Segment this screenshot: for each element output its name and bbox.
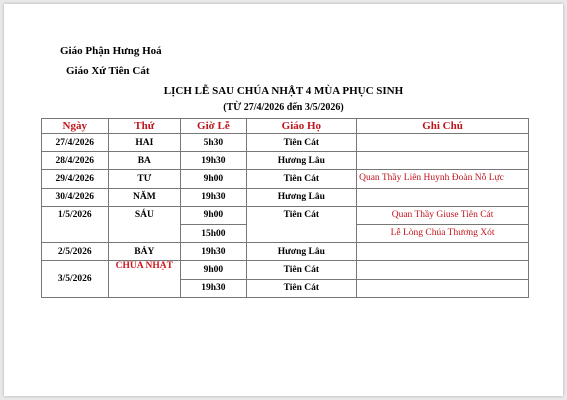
chapel-cell: Tiên Cát	[246, 170, 356, 188]
table-row	[42, 261, 529, 279]
table-header-row	[42, 119, 529, 134]
time-cell: 9h00	[181, 170, 246, 188]
date-cell: 2/5/2026	[42, 243, 109, 261]
chapel-cell: Tiên Cát	[246, 206, 356, 242]
chapel-cell: Hương Lâu	[246, 152, 356, 170]
note-cell	[357, 152, 529, 170]
column-header-notes: Ghi Chú	[357, 119, 529, 134]
date-cell: 3/5/2026	[42, 261, 109, 297]
chapel-cell: Tiên Cát	[246, 261, 356, 279]
weekday-cell: BẢY	[108, 243, 181, 261]
time-cell: 19h30	[181, 188, 246, 206]
column-header-date: Ngày	[42, 119, 109, 134]
chapel-cell: Hương Lâu	[246, 188, 356, 206]
date-cell: 30/4/2026	[42, 188, 109, 206]
table-row	[42, 243, 529, 261]
table-row	[42, 206, 529, 224]
date-cell: 29/4/2026	[42, 170, 109, 188]
weekday-cell: BA	[108, 152, 181, 170]
time-cell: 9h00	[181, 261, 246, 279]
date-cell: 28/4/2026	[42, 152, 109, 170]
column-header-time: Giờ Lễ	[181, 119, 246, 134]
table-row	[42, 188, 529, 206]
time-cell: 5h30	[181, 134, 246, 152]
table-row	[42, 152, 529, 170]
time-cell: 19h30	[181, 152, 246, 170]
table-row	[42, 170, 529, 188]
table-row	[42, 134, 529, 152]
chapel-cell: Hương Lâu	[246, 243, 356, 261]
weekday-cell: CHÚA NHẬT	[108, 261, 181, 297]
note-cell: Quan Thầy Liên Huynh Đoàn Nỗ Lực	[357, 170, 529, 188]
time-cell: 19h30	[181, 279, 246, 297]
note-cell	[357, 188, 529, 206]
weekday-cell: TƯ	[108, 170, 181, 188]
note-cell: Quan Thầy Giuse Tiên Cát	[357, 206, 529, 224]
chapel-cell: Tiên Cát	[246, 134, 356, 152]
weekday-cell: NĂM	[108, 188, 181, 206]
column-header-chapel: Giáo Họ	[246, 119, 356, 134]
note-cell	[357, 243, 529, 261]
column-header-weekday: Thứ	[108, 119, 181, 134]
note-cell	[357, 261, 529, 279]
time-cell: 19h30	[181, 243, 246, 261]
document-page	[4, 4, 563, 396]
time-cell: 9h00	[181, 206, 246, 224]
time-cell: 15h00	[181, 224, 246, 242]
parish-heading: Giáo Xứ Tiên Cát	[66, 65, 150, 77]
weekday-cell: HAI	[108, 134, 181, 152]
note-cell: Lễ Lòng Chúa Thương Xót	[357, 224, 529, 242]
diocese-heading: Giáo Phận Hưng Hoá	[60, 45, 162, 57]
weekday-cell: SÁU	[108, 206, 181, 242]
schedule-date-range: (TỪ 27/4/2026 đến 3/5/2026)	[223, 102, 344, 113]
note-cell	[357, 279, 529, 297]
date-cell: 27/4/2026	[42, 134, 109, 152]
chapel-cell: Tiên Cát	[246, 279, 356, 297]
schedule-title: LỊCH LỄ SAU CHÚA NHẬT 4 MÙA PHỤC SINH	[163, 85, 404, 97]
note-cell	[357, 134, 529, 152]
mass-schedule-table	[41, 118, 529, 298]
date-cell: 1/5/2026	[42, 206, 109, 242]
